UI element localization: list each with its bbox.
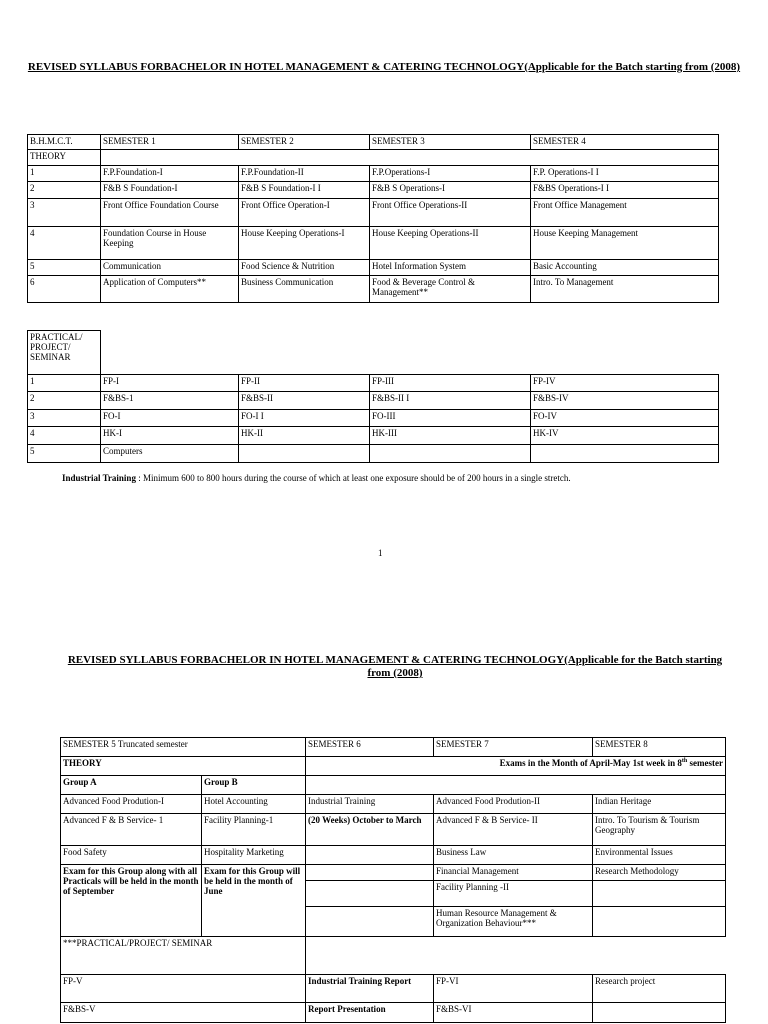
exams-note-sup: th xyxy=(681,758,688,764)
table-cell: F&B S Operations-I xyxy=(370,182,531,199)
table-row xyxy=(61,814,726,846)
header-cell: SEMESTER 3 xyxy=(370,135,531,150)
table-row xyxy=(28,427,719,445)
table-cell: Communication xyxy=(101,260,239,276)
table-cell: Food & Beverage Control & Management** xyxy=(370,276,531,303)
table-cell: Intro. To Tourism & Tourism Geography xyxy=(593,814,726,846)
table-cell: F&B S Foundation-I xyxy=(101,182,239,199)
table-cell xyxy=(370,445,531,463)
table-cell: Hotel Accounting xyxy=(202,795,306,814)
exams-note-main: Exams in the Month of April-May 1st week in 8 xyxy=(499,758,682,768)
table-cell: FP-IV xyxy=(531,375,719,392)
table-cell xyxy=(306,846,434,865)
page1-title: REVISED SYLLABUS FORBACHELOR IN HOTEL MANAGEMENT & CATERING TECHNOLOGY(Applicable for the Batch starting from (2008) xyxy=(27,61,741,73)
table-row xyxy=(28,410,719,427)
table-cell: 1 xyxy=(28,375,101,392)
table-cell: HK-II xyxy=(239,427,370,445)
table-cell: Environmental Issues xyxy=(593,846,726,865)
section-label: THEORY xyxy=(28,150,101,166)
table-cell: Human Resource Management & Organization Behaviour*** xyxy=(434,907,593,937)
table-cell: FO-IV xyxy=(531,410,719,427)
table-row xyxy=(61,795,726,814)
table-cell: HK-I xyxy=(101,427,239,445)
header-cell: SEMESTER 6 xyxy=(306,738,434,757)
table-cell: House Keeping Management xyxy=(531,227,719,260)
table-cell: F.P.Foundation-II xyxy=(239,166,370,182)
section-row xyxy=(61,937,726,975)
table-cell: Business Law xyxy=(434,846,593,865)
table-row xyxy=(28,375,719,392)
empty-cell xyxy=(593,881,726,907)
exam-group-b-note: Exam for this Group will be held in the month of June xyxy=(202,865,306,937)
table-cell: Hospitality Marketing xyxy=(202,846,306,865)
section-row xyxy=(28,150,719,166)
practical-table-sem1-4 xyxy=(27,330,719,463)
page-number: 1 xyxy=(378,548,383,558)
table-cell: F&BS-II I xyxy=(370,392,531,410)
table-cell: HK-IV xyxy=(531,427,719,445)
table-cell: Front Office Management xyxy=(531,199,719,227)
table-row xyxy=(61,975,726,1003)
table-cell: Basic Accounting xyxy=(531,260,719,276)
table-cell: Front Office Operations-II xyxy=(370,199,531,227)
table-cell: Hotel Information System xyxy=(370,260,531,276)
exam-group-a-note: Exam for this Group along with all Practicals will be held in the month of September xyxy=(61,865,202,937)
table-cell: 1 xyxy=(28,166,101,182)
exams-note xyxy=(306,757,726,776)
table-cell: F&BS-1 xyxy=(101,392,239,410)
table-header-row xyxy=(61,738,726,757)
table-cell: Advanced Food Prodution-II xyxy=(434,795,593,814)
table-cell xyxy=(239,445,370,463)
table-row xyxy=(28,199,719,227)
table-cell: Business Communication xyxy=(239,276,370,303)
page2-title: REVISED SYLLABUS FORBACHELOR IN HOTEL MANAGEMENT & CATERING TECHNOLOGY(Applicable for the Batch starting from (2008) xyxy=(67,654,723,679)
table-cell: F&B S Foundation-I I xyxy=(239,182,370,199)
table-cell: FP-II xyxy=(239,375,370,392)
table-cell: F.P. Operations-I I xyxy=(531,166,719,182)
table-row xyxy=(61,865,726,881)
header-cell: SEMESTER 7 xyxy=(434,738,593,757)
exams-note-end: semester xyxy=(687,758,723,768)
section-label: THEORY xyxy=(61,757,306,776)
table-cell: Indian Heritage xyxy=(593,795,726,814)
table-cell: Financial Management xyxy=(434,865,593,881)
table-cell: Application of Computers** xyxy=(101,276,239,303)
table-cell: F.P.Foundation-I xyxy=(101,166,239,182)
table-cell: Advanced Food Prodution-I xyxy=(61,795,202,814)
table-cell: House Keeping Operations-II xyxy=(370,227,531,260)
header-cell: SEMESTER 5 Truncated semester xyxy=(61,738,306,757)
table-cell: Front Office Operation-I xyxy=(239,199,370,227)
table-cell: Front Office Foundation Course xyxy=(101,199,239,227)
header-cell: SEMESTER 4 xyxy=(531,135,719,150)
table-cell: Computers xyxy=(101,445,239,463)
empty-cell xyxy=(306,776,726,795)
header-cell: SEMESTER 1 xyxy=(101,135,239,150)
empty-cell xyxy=(101,331,719,375)
section-row xyxy=(61,757,726,776)
table-cell: F&BS-V xyxy=(61,1003,306,1023)
table-row xyxy=(28,276,719,303)
table-cell: Report Presentation xyxy=(306,1003,434,1023)
table-cell: FP-III xyxy=(370,375,531,392)
table-row xyxy=(28,166,719,182)
table-row xyxy=(28,227,719,260)
section-row xyxy=(28,331,719,375)
theory-table-sem1-4 xyxy=(27,134,719,303)
header-cell: B.H.M.C.T. xyxy=(28,135,101,150)
table-cell: Facility Planning-1 xyxy=(202,814,306,846)
table-cell: Facility Planning -II xyxy=(434,881,593,907)
table-cell xyxy=(593,1003,726,1023)
table-cell: House Keeping Operations-I xyxy=(239,227,370,260)
group-row xyxy=(61,776,726,795)
table-cell: Food Safety xyxy=(61,846,202,865)
syllabus-table-sem5-8 xyxy=(60,737,726,1023)
table-cell: FO-III xyxy=(370,410,531,427)
table-cell: 5 xyxy=(28,260,101,276)
table-cell: 4 xyxy=(28,427,101,445)
table-cell: F.P.Operations-I xyxy=(370,166,531,182)
table-cell: Foundation Course in House Keeping xyxy=(101,227,239,260)
table-cell: 3 xyxy=(28,410,101,427)
section-label: PRACTICAL/ PROJECT/ SEMINAR xyxy=(28,331,101,375)
table-cell: Intro. To Management xyxy=(531,276,719,303)
empty-cell xyxy=(593,907,726,937)
table-cell: 2 xyxy=(28,392,101,410)
industrial-training-text: : Minimum 600 to 800 hours during the course of which at least one exposure should be of 200 hours in a single stretch. xyxy=(138,473,571,483)
table-cell: Research Methodology xyxy=(593,865,726,881)
industrial-training-note xyxy=(62,473,571,483)
empty-cell xyxy=(101,150,719,166)
header-cell: SEMESTER 2 xyxy=(239,135,370,150)
table-row xyxy=(28,445,719,463)
table-cell: Research project xyxy=(593,975,726,1003)
table-cell: FP-I xyxy=(101,375,239,392)
industrial-training-label: Industrial Training xyxy=(62,473,136,483)
table-cell: Industrial Training Report xyxy=(306,975,434,1003)
table-row xyxy=(28,182,719,199)
empty-cell xyxy=(306,907,434,937)
header-cell: SEMESTER 8 xyxy=(593,738,726,757)
table-cell: FO-I I xyxy=(239,410,370,427)
table-cell: 5 xyxy=(28,445,101,463)
empty-cell xyxy=(306,865,434,881)
table-row xyxy=(28,392,719,410)
table-cell: HK-III xyxy=(370,427,531,445)
table-cell: FP-V xyxy=(61,975,306,1003)
group-b-label: Group B xyxy=(202,776,306,795)
practical-label: ***PRACTICAL/PROJECT/ SEMINAR xyxy=(61,937,306,975)
table-cell: Advanced F & B Service- II xyxy=(434,814,593,846)
table-cell: FO-I xyxy=(101,410,239,427)
table-cell: 6 xyxy=(28,276,101,303)
group-a-label: Group A xyxy=(61,776,202,795)
table-cell: Advanced F & B Service- 1 xyxy=(61,814,202,846)
table-cell: Industrial Training xyxy=(306,795,434,814)
table-cell: F&BS-IV xyxy=(531,392,719,410)
table-cell: 4 xyxy=(28,227,101,260)
table-row xyxy=(28,260,719,276)
table-cell: F&BS Operations-I I xyxy=(531,182,719,199)
table-cell xyxy=(531,445,719,463)
empty-cell xyxy=(306,881,434,907)
empty-cell xyxy=(306,937,726,975)
table-row xyxy=(61,1003,726,1023)
table-cell: FP-VI xyxy=(434,975,593,1003)
table-cell: (20 Weeks) October to March xyxy=(306,814,434,846)
table-row xyxy=(61,846,726,865)
table-cell: 3 xyxy=(28,199,101,227)
table-header-row xyxy=(28,135,719,150)
table-cell: Food Science & Nutrition xyxy=(239,260,370,276)
table-cell: 2 xyxy=(28,182,101,199)
table-cell: F&BS-II xyxy=(239,392,370,410)
table-cell: F&BS-VI xyxy=(434,1003,593,1023)
